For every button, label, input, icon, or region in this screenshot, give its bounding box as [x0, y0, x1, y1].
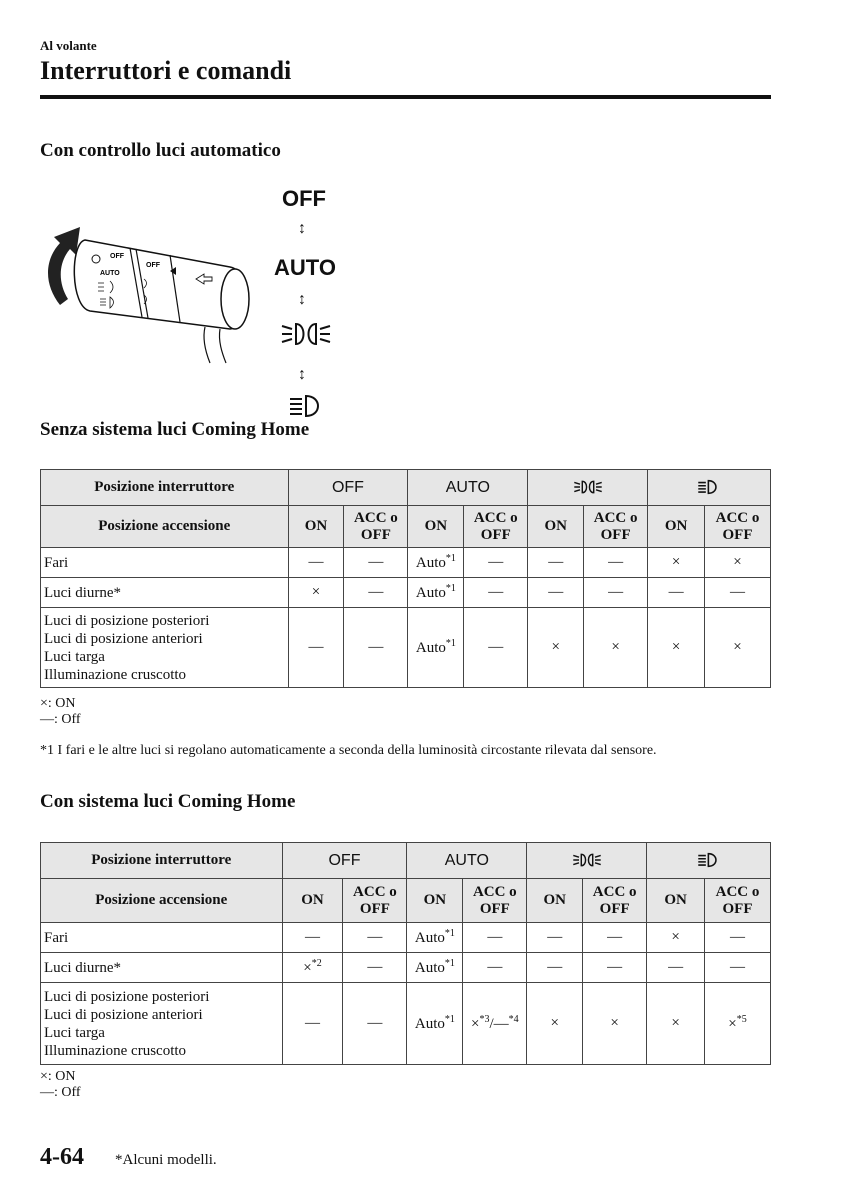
parking-lights-icon [571, 479, 605, 495]
lever-text-off2: OFF [146, 262, 160, 269]
switch-arrow-1: ↕ [298, 220, 306, 237]
table-cell: — [282, 983, 343, 1065]
table-row [41, 578, 771, 608]
table-cell: — [288, 608, 344, 688]
sub-on: ON [408, 506, 464, 548]
table-cell: — [343, 923, 407, 953]
row-label: Luci di posizione posteriori Luci di posizione anteriori Luci targa Illuminazione cruscotto [41, 608, 289, 688]
table-cell: — [344, 608, 408, 688]
sub-on: ON [282, 879, 343, 923]
page-title: Interruttori e comandi [40, 56, 292, 85]
row-label: Luci di posizione posteriori Luci di posizione anteriori Luci targa Illuminazione cruscotto [41, 983, 283, 1065]
table2-heading: Con sistema luci Coming Home [40, 791, 296, 812]
table2-legend: ×: ON —: Off [40, 1069, 81, 1100]
lever-text-auto: AUTO [100, 270, 120, 277]
table-cell: × [584, 608, 648, 688]
title-rule [40, 95, 771, 99]
table1-heading: Senza sistema luci Coming Home [40, 419, 310, 440]
table-cell: — [288, 548, 344, 578]
table-cell: Auto$^{*1}$ [407, 923, 463, 953]
sub-acc: ACC o OFF [705, 879, 771, 923]
switch-position-header: Posizione interruttore [41, 843, 283, 879]
parking-lights-icon [570, 852, 604, 868]
table-cell: — [463, 953, 527, 983]
table-cell: ×$^{*3}$/—$^{*4}$ [463, 983, 527, 1065]
ignition-position-header: Posizione accensione [41, 506, 289, 548]
col-parking-header [528, 470, 648, 506]
headlight-icon [288, 394, 326, 418]
row-label: Fari [41, 548, 289, 578]
table-row [41, 953, 771, 983]
lever-text-off: OFF [110, 253, 124, 260]
table1 [40, 469, 771, 688]
table-cell: × [705, 608, 771, 688]
table-cell: — [527, 923, 583, 953]
sub-on: ON [647, 879, 705, 923]
table-cell: — [464, 548, 528, 578]
table-cell: — [527, 953, 583, 983]
table-cell: Auto$^{*1}$ [408, 608, 464, 688]
table-cell: × [288, 578, 344, 608]
page-number: 4-64 [40, 1144, 84, 1170]
table-cell: × [647, 983, 705, 1065]
col-headlight-header [648, 470, 771, 506]
ignition-position-header: Posizione accensione [41, 879, 283, 923]
table-cell: × [648, 548, 705, 578]
table-cell: — [584, 578, 648, 608]
col-headlight-header [647, 843, 771, 879]
figure-heading: Con controllo luci automatico [40, 140, 281, 161]
table-cell: — [344, 548, 408, 578]
table1-footnote: *1 I fari e le altre luci si regolano automaticamente a seconda della luminosità circostante rilevata dal sensore. [40, 743, 657, 758]
switch-arrow-3: ↕ [298, 366, 306, 383]
col-off-header: OFF [288, 470, 408, 506]
col-auto-header: AUTO [408, 470, 528, 506]
table-cell: × [527, 983, 583, 1065]
table-cell: — [647, 953, 705, 983]
table-cell: — [583, 923, 647, 953]
sub-on: ON [528, 506, 584, 548]
table-cell: — [528, 548, 584, 578]
table-cell: × [528, 608, 584, 688]
section-label: Al volante [40, 38, 97, 53]
col-auto-header: AUTO [407, 843, 527, 879]
headlight-icon [697, 852, 721, 868]
sub-on: ON [527, 879, 583, 923]
row-label: Fari [41, 923, 283, 953]
table-cell: — [705, 578, 771, 608]
table-cell: — [343, 953, 407, 983]
position-off-label: OFF [282, 186, 326, 211]
table-cell: × [583, 983, 647, 1065]
switch-arrow-2: ↕ [298, 291, 306, 308]
table-cell: × [705, 548, 771, 578]
col-off-header: OFF [282, 843, 407, 879]
table-cell: Auto$^{*1}$ [407, 983, 463, 1065]
row-label: Luci diurne* [41, 578, 289, 608]
footer-note: *Alcuni modelli. [115, 1152, 217, 1168]
table-cell: ×$^{*2}$ [282, 953, 343, 983]
table-row [41, 983, 771, 1065]
sub-acc: ACC o OFF [344, 506, 408, 548]
table-cell: — [463, 923, 527, 953]
table-cell: Auto$^{*1}$ [408, 548, 464, 578]
table-cell: — [464, 608, 528, 688]
sub-acc: ACC o OFF [343, 879, 407, 923]
table2 [40, 842, 771, 1065]
table-row [41, 608, 771, 688]
table-cell: — [583, 953, 647, 983]
sub-acc: ACC o OFF [584, 506, 648, 548]
table-row [41, 548, 771, 578]
row-label: Luci diurne* [41, 953, 283, 983]
table-row [41, 923, 771, 953]
sub-on: ON [288, 506, 344, 548]
light-switch-lever-illustration [30, 215, 255, 365]
table-cell: — [464, 578, 528, 608]
position-auto-label: AUTO [274, 255, 336, 280]
table1-legend: ×: ON —: Off [40, 696, 81, 727]
table-cell: — [584, 548, 648, 578]
sub-on: ON [407, 879, 463, 923]
table-cell: — [344, 578, 408, 608]
parking-lights-icon [280, 320, 332, 348]
switch-position-header: Posizione interruttore [41, 470, 289, 506]
table-cell: × [647, 923, 705, 953]
sub-acc: ACC o OFF [583, 879, 647, 923]
table-cell: — [343, 983, 407, 1065]
sub-on: ON [648, 506, 705, 548]
col-parking-header [527, 843, 647, 879]
table-cell: Auto$^{*1}$ [408, 578, 464, 608]
table-cell: — [705, 953, 771, 983]
headlight-icon [697, 479, 721, 495]
table-cell: Auto$^{*1}$ [407, 953, 463, 983]
table-cell: — [528, 578, 584, 608]
table-cell: × [648, 608, 705, 688]
sub-acc: ACC o OFF [464, 506, 528, 548]
table-cell: — [282, 923, 343, 953]
table-cell: — [648, 578, 705, 608]
sub-acc: ACC o OFF [463, 879, 527, 923]
sub-acc: ACC o OFF [705, 506, 771, 548]
table-cell: — [705, 923, 771, 953]
table-cell: ×$^{*5}$ [705, 983, 771, 1065]
